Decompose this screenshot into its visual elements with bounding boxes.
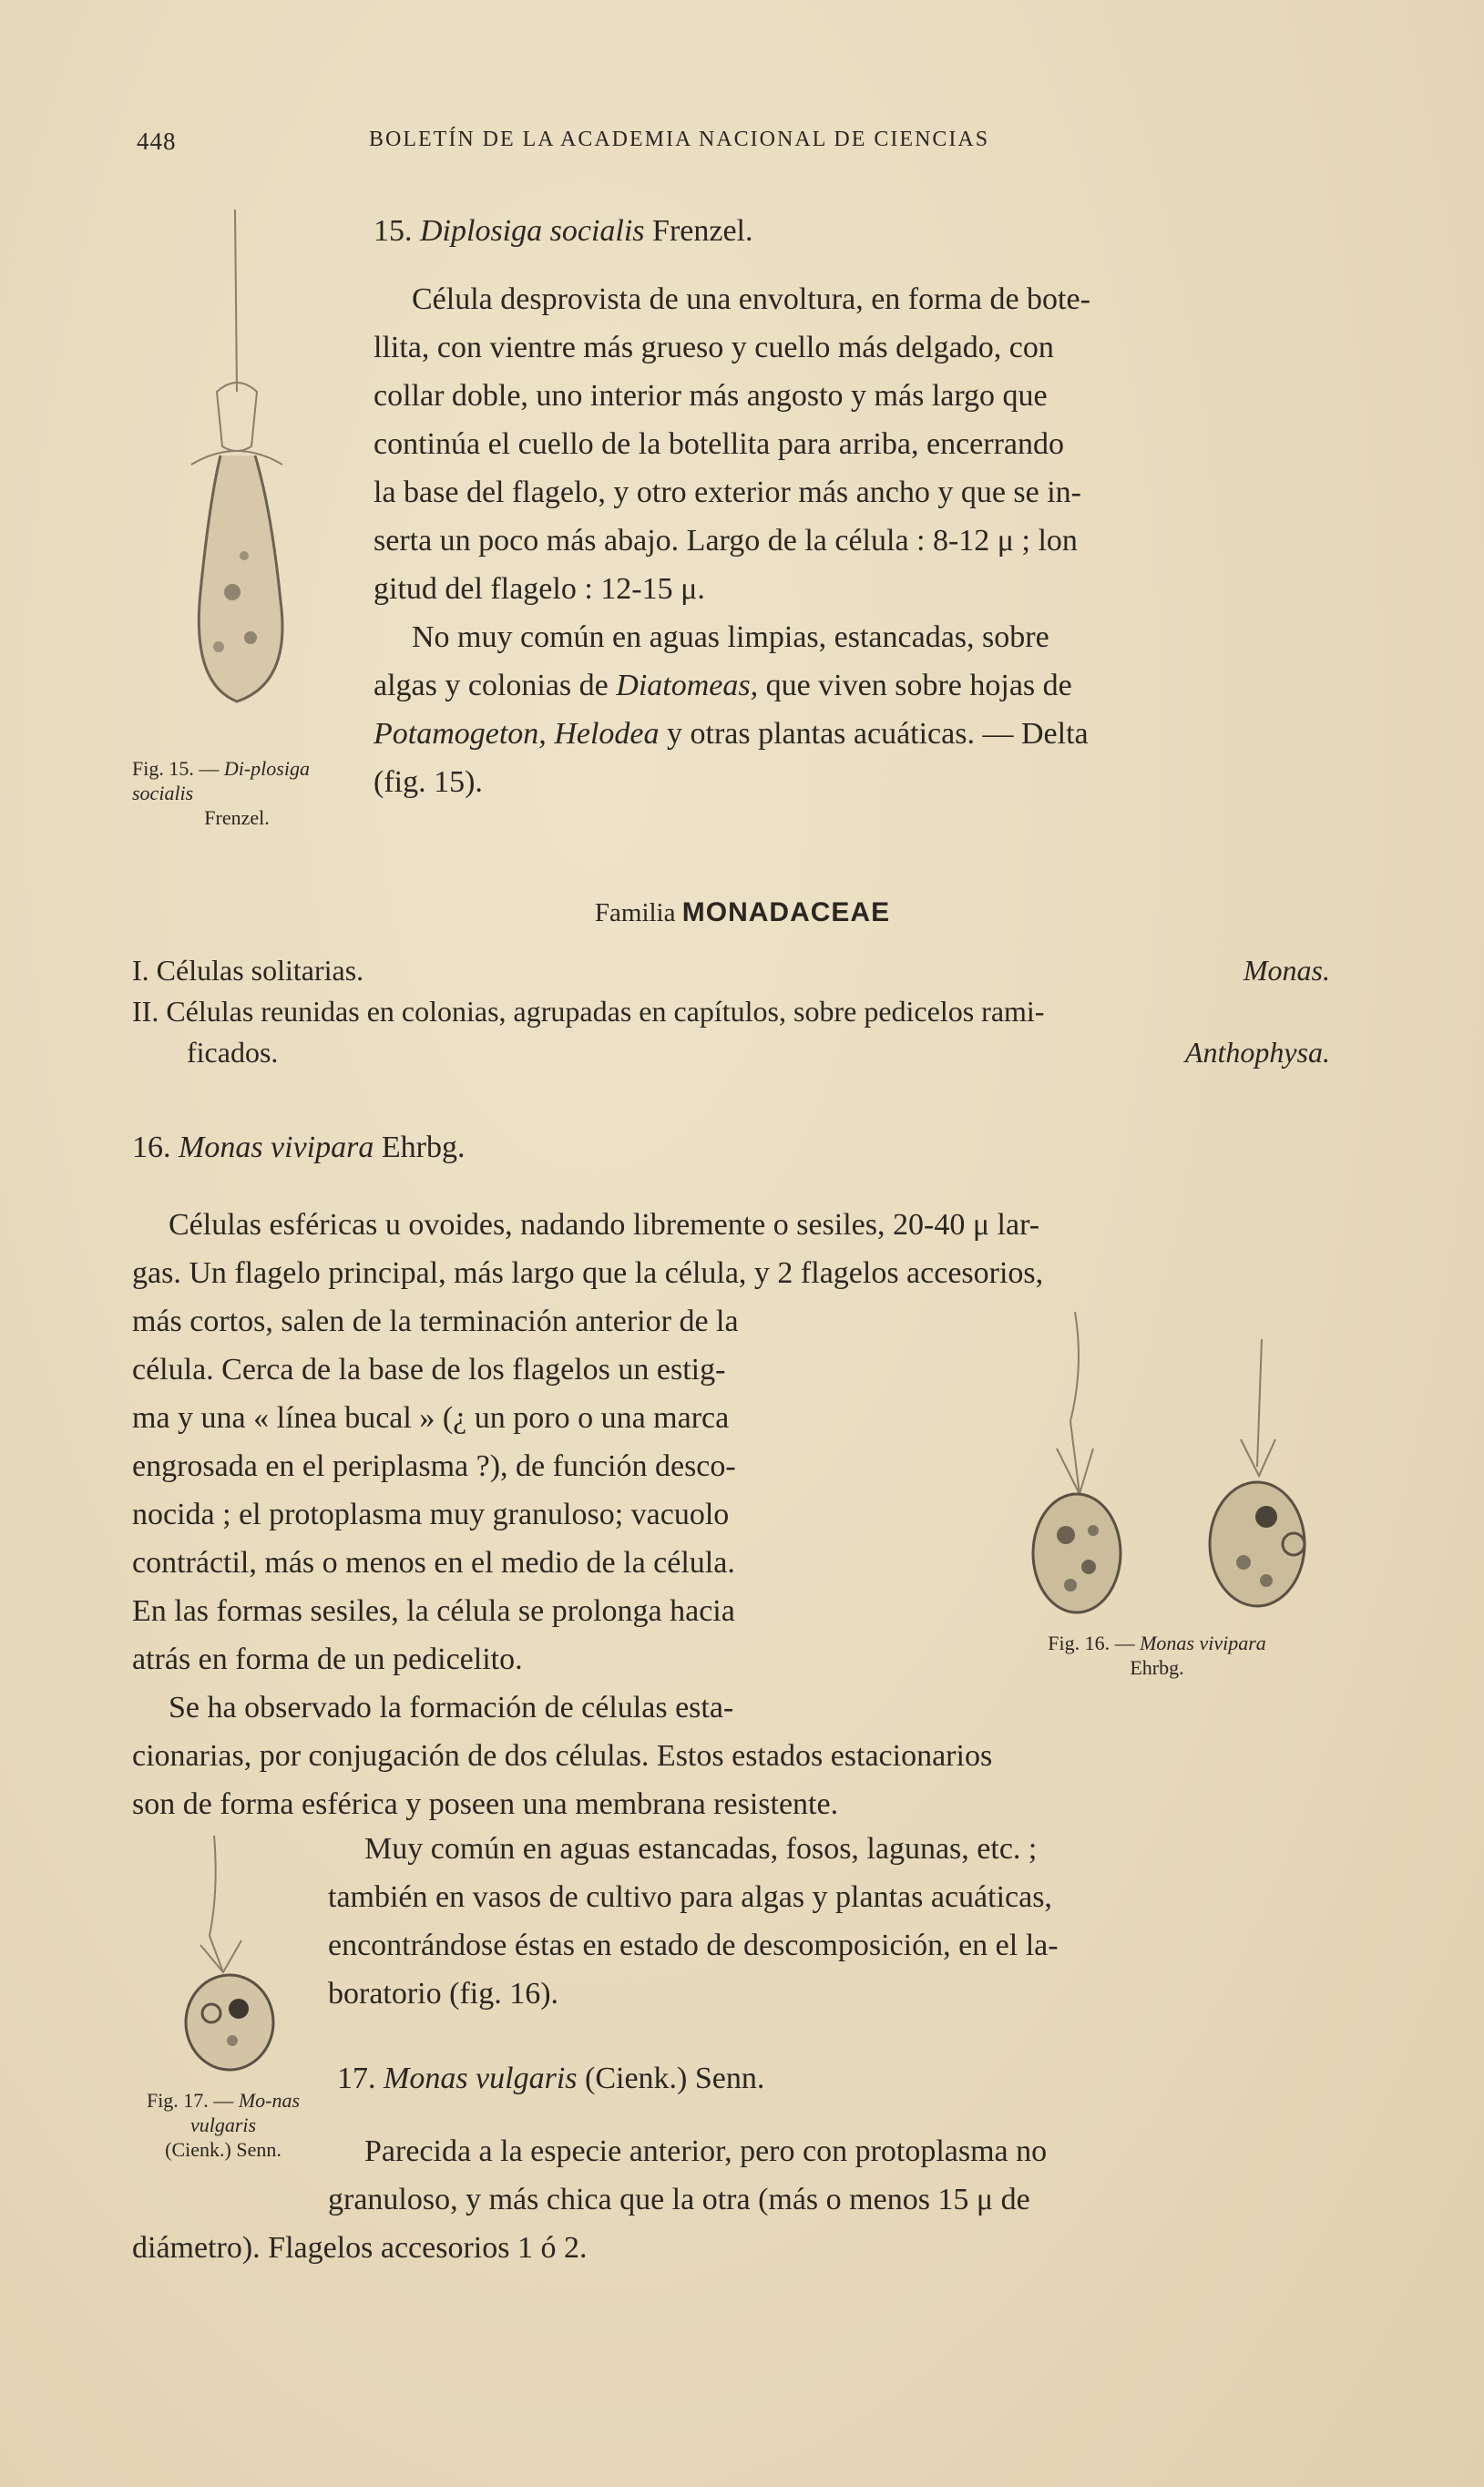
family-key [132, 950, 1330, 1073]
species-16-heading: 16. Monas vivipara Ehrbg. [132, 1131, 466, 1164]
species-16-habitat: Muy común en aguas estancadas, fosos, lagunas, etc. ; también en vasos de cultivo para algas y plantas acuáticas, encontrándose éstas en estado de descomposición, en el la- boratorio (fig. 16). [328, 1832, 1059, 2011]
family-heading: Familia MONADACEAE [594, 897, 891, 927]
species-17-description: Parecida a la especie anterior, pero con protoplasma no granuloso, y más chica que la otra (más o menos 15 μ de [328, 2134, 1048, 2216]
figure-16-caption: Fig. 16. — Monas vivipara Ehrbg. [1048, 1632, 1266, 1679]
species-15-description: Célula desprovista de una envoltura, en forma de bote- llita, con vientre más grueso y cuello más delgado, con collar doble, uno interior más angosto y más largo que continúa el cuello de la botellita para arriba, encerrando la base del flagelo, y otro exterior más ancho y que se in- serta un poco más abajo. Largo de la célula : 8-12 μ ; lon gitud del flagelo : 12-15 μ. No muy común en aguas limpias, estancadas, sobre algas y colonias de Diatomeas, que viven sobre hojas de Potamogeton, Helodea y otras plantas acuáticas. — Delta (fig. 15). [374, 275, 1330, 806]
figure-17-caption: Fig. 17. — Mo-nas vulgaris (Cienk.) Senn. [146, 2089, 301, 2161]
species-17-description-end: diámetro). Flagelos accesorios 1 ó 2. [132, 2231, 588, 2265]
species-16-description-top: Células esféricas u ovoides, nadando libremente o sesiles, 20-40 μ lar- gas. Un flagelo principal, más largo que la célula, y 2 flagelos accesorios, [132, 1208, 1044, 1290]
journal-title: BOLETÍN DE LA ACADEMIA NACIONAL DE CIENCIAS [369, 128, 990, 151]
species-16-description-bottom: cionarias, por conjugación de dos células. Estos estados estacionarios son de forma esférica y poseen una membrana resistente. [132, 1739, 993, 1821]
figure-17-illustration [155, 1836, 310, 2082]
species-16-description-wrap: más cortos, salen de la terminación anterior de la célula. Cerca de la base de los flagelos un estig- ma y una « línea bucal » (¿ un poro o una marca engrosada en el periplasma ?), de función desco- nocida ; el protoplasma muy granuloso; vacuolo contráctil, más o menos en el medio de la célula. En las formas sesiles, la célula se prolonga hacia atrás en forma de un pedicelito. Se ha observado la formación de células esta- [132, 1305, 739, 1725]
figure-15-caption: Fig. 15. — Di-plosiga socialis Frenzel. [132, 757, 310, 829]
habitat-line-3: Potamogeton, Helodea y otras plantas acuáticas. — Delta [374, 717, 1089, 751]
habitat-line-2: algas y colonias de Diatomeas, que viven sobre hojas de [374, 669, 1072, 702]
key-entry: II. Células reunidas en colonias, agrupadas en capítulos, sobre pedicelos rami- [132, 995, 1045, 1028]
page-number: 448 [137, 128, 177, 155]
species-15-heading: 15. Diplosiga socialis Frenzel. [374, 214, 753, 248]
species-17-heading: 17. Monas vulgaris (Cienk.) Senn. [337, 2062, 765, 2095]
key-entry-continued: ficados. Anthophysa. [187, 1036, 1330, 1069]
figure-16-illustration [993, 1312, 1330, 1622]
key-entry: I. Células solitarias. Monas. [132, 954, 1330, 987]
figure-15-illustration [164, 210, 310, 729]
